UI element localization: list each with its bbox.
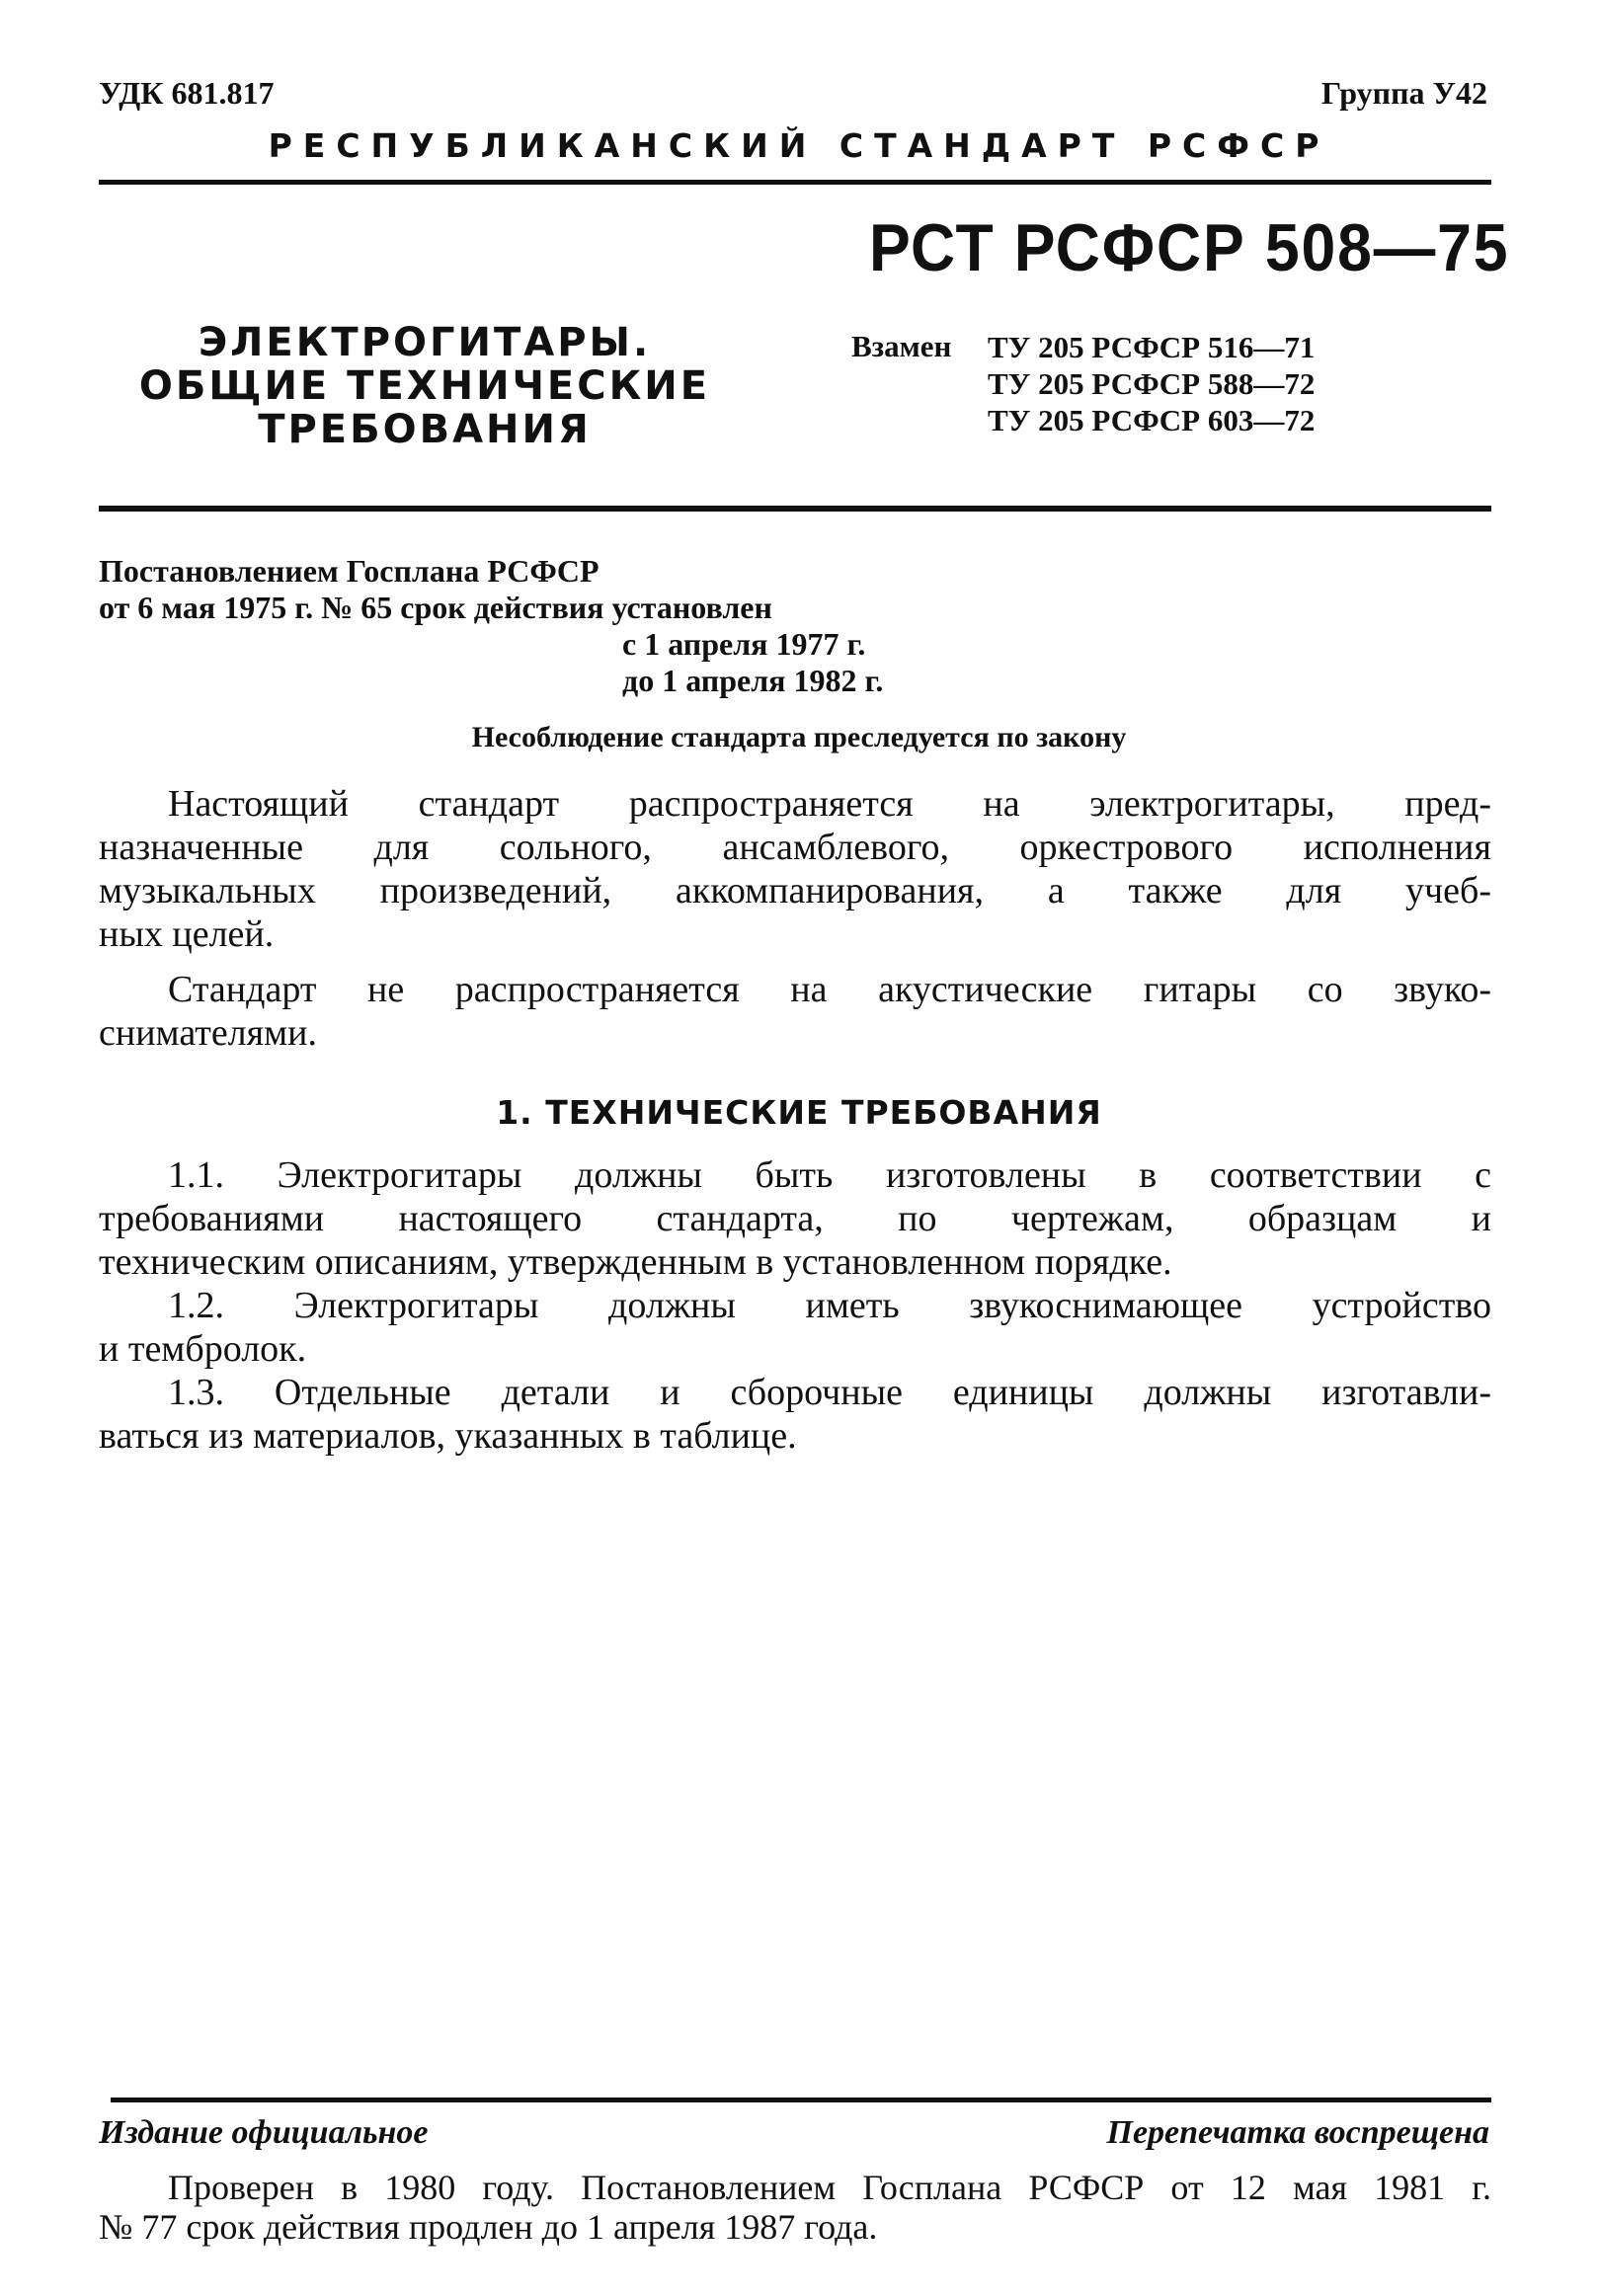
noncompliance-notice: Несоблюдение стандарта преследуется по закону bbox=[471, 721, 1127, 753]
footer-rule bbox=[111, 2098, 1491, 2102]
intro-paragraph-exclusion bbox=[99, 968, 1491, 1055]
standard-code: РСТ РСФСР 508—75 bbox=[869, 210, 1510, 285]
revision-note bbox=[99, 2168, 1491, 2247]
header-rule bbox=[99, 180, 1491, 185]
text-line: назначенные для сольного, ансамблевого, оркестрового исполнения bbox=[99, 827, 1491, 868]
clause-line: требованиями настоящего стандарта, по чертежам, образцам и bbox=[99, 1198, 1491, 1239]
decree-block bbox=[99, 553, 883, 699]
replaced-standard: ТУ 205 РСФСР 516—71 bbox=[988, 330, 1316, 364]
document-title bbox=[128, 321, 721, 451]
reprint-prohibited-label: Перепечатка воспрещена bbox=[1106, 2114, 1489, 2151]
note-line: Проверен в 1980 году. Постановлением Госплана РСФСР от 12 мая 1981 г. bbox=[168, 2168, 1491, 2207]
official-edition-label: Издание официальное bbox=[99, 2114, 429, 2151]
section-1-body bbox=[99, 1153, 1491, 1458]
title-line: ОБЩИЕ ТЕХНИЧЕСКИЕ bbox=[138, 363, 711, 409]
text-line: Настоящий стандарт распространяется на электрогитары, пред- bbox=[168, 783, 1491, 825]
replaced-standard: ТУ 205 РСФСР 603—72 bbox=[988, 403, 1316, 437]
clause-line: ваться из материалов, указанных в таблице. bbox=[99, 1415, 797, 1457]
intro-paragraph-scope bbox=[99, 782, 1491, 956]
clause-line: 1.2. Электрогитары должны иметь звукоснимающее устройство bbox=[168, 1285, 1491, 1326]
section-heading: 1. ТЕХНИЧЕСКИЕ ТРЕБОВАНИЯ bbox=[496, 1093, 1102, 1132]
title-line: ЭЛЕКТРОГИТАРЫ. bbox=[198, 320, 652, 365]
decree-line: Постановлением Госплана РСФСР bbox=[99, 553, 599, 589]
replaced-standard: ТУ 205 РСФСР 588—72 bbox=[988, 366, 1316, 401]
text-line: ных целей. bbox=[99, 913, 275, 955]
title-line: ТРЕБОВАНИЯ bbox=[258, 407, 592, 452]
decree-end-date: до 1 апреля 1982 г. bbox=[622, 663, 884, 698]
clause-line: техническим описаниям, утвержденным в установленном порядке. bbox=[99, 1241, 1172, 1283]
group-code: Группа У42 bbox=[1320, 75, 1487, 111]
text-line: музыкальных произведений, аккомпанирования, а также для учеб- bbox=[99, 870, 1491, 911]
title-rule bbox=[99, 506, 1491, 512]
replaces-label: Взамен bbox=[851, 329, 952, 363]
text-line: снимателями. bbox=[99, 1012, 318, 1054]
replaced-standards-list bbox=[988, 329, 1315, 438]
decree-start-date: с 1 апреля 1977 г. bbox=[622, 626, 866, 662]
clause-line: 1.1. Электрогитары должны быть изготовлены в соответствии с bbox=[168, 1154, 1491, 1196]
clause-line: 1.3. Отдельные детали и сборочные единицы должны изготавли- bbox=[168, 1372, 1491, 1413]
note-line: № 77 срок действия продлен до 1 апреля 1987 года. bbox=[99, 2207, 878, 2247]
decree-line: от 6 мая 1975 г. № 65 срок действия установлен bbox=[99, 590, 772, 625]
republic-standard-heading: РЕСПУБЛИКАНСКИЙ СТАНДАРТ РСФСР bbox=[268, 126, 1330, 165]
text-line: Стандарт не распространяется на акустические гитары со звуко- bbox=[168, 969, 1491, 1010]
udk-code: УДК 681.817 bbox=[99, 75, 275, 111]
clause-line: и тембролок. bbox=[99, 1328, 307, 1370]
